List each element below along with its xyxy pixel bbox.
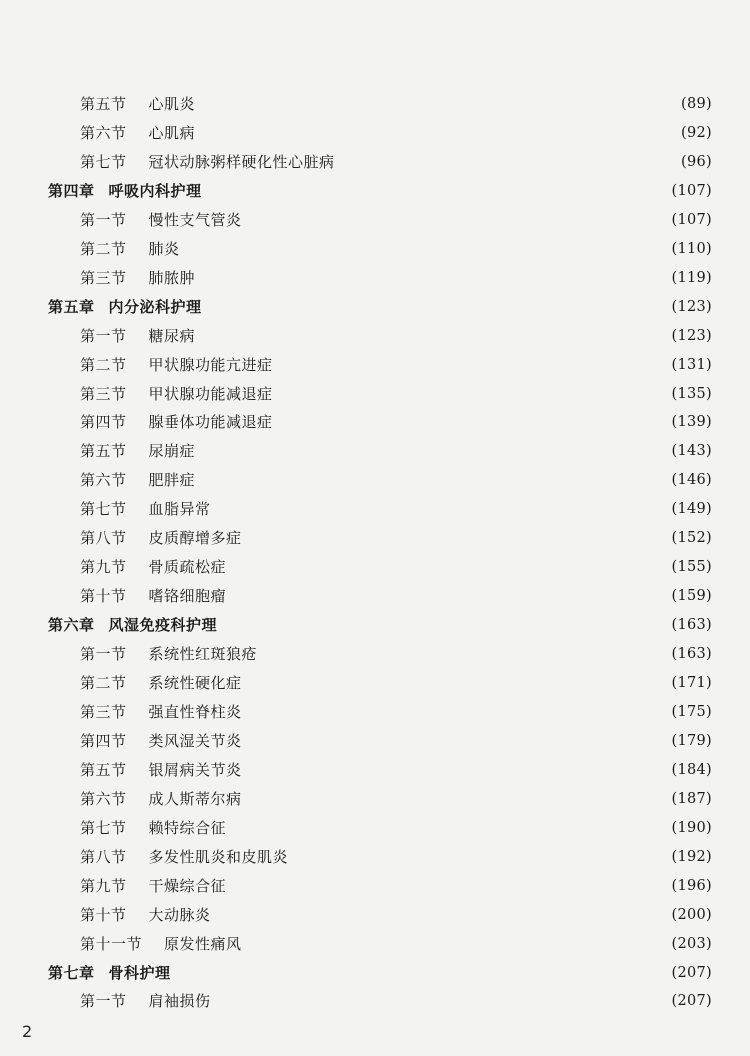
dot-leader bbox=[246, 756, 668, 784]
toc-section-entry bbox=[80, 90, 712, 118]
section-title: 系统性硬化症 bbox=[148, 674, 242, 692]
toc-page-number: (107) bbox=[671, 212, 712, 228]
toc-page-number: (139) bbox=[671, 414, 712, 430]
dot-leader bbox=[246, 698, 668, 726]
section-title: 原发性痛风 bbox=[164, 935, 242, 953]
chapter-title: 骨科护理 bbox=[108, 964, 171, 982]
dot-leader bbox=[199, 322, 667, 350]
dot-leader bbox=[261, 640, 667, 668]
dot-leader bbox=[221, 611, 667, 639]
toc-section-entry bbox=[80, 264, 712, 292]
dot-leader bbox=[292, 843, 667, 871]
section-title: 多发性肌炎和皮肌炎 bbox=[148, 848, 289, 866]
section-number: 第六节 bbox=[80, 124, 127, 142]
section-number: 第一节 bbox=[80, 211, 127, 229]
section-title: 成人斯蒂尔病 bbox=[148, 790, 242, 808]
toc-page-number: (135) bbox=[671, 386, 712, 402]
toc-section-entry bbox=[80, 582, 712, 610]
section-title: 强直性脊柱炎 bbox=[148, 703, 242, 721]
chapter-number: 第六章 bbox=[48, 616, 95, 634]
section-title: 心肌病 bbox=[148, 124, 196, 142]
dot-leader bbox=[206, 177, 668, 205]
toc-page-number: (123) bbox=[671, 299, 712, 315]
section-number: 第二节 bbox=[80, 674, 127, 692]
toc-page-number: (96) bbox=[681, 154, 712, 170]
toc-page-number: (203) bbox=[671, 936, 712, 952]
toc-section-entry bbox=[80, 380, 712, 408]
section-number: 第八节 bbox=[80, 848, 127, 866]
section-number: 第七节 bbox=[80, 500, 127, 518]
toc-page-number: (89) bbox=[681, 96, 712, 112]
dot-leader bbox=[215, 495, 668, 523]
section-number: 第五节 bbox=[80, 761, 127, 779]
section-number: 第八节 bbox=[80, 529, 127, 547]
chapter-number: 第五章 bbox=[48, 298, 95, 316]
dot-leader bbox=[199, 466, 667, 494]
toc-section-entry bbox=[80, 843, 712, 871]
toc-page-number: (200) bbox=[671, 907, 712, 923]
toc-section-entry bbox=[80, 698, 712, 726]
toc-section-entry bbox=[80, 495, 712, 523]
toc-section-entry bbox=[80, 351, 712, 379]
dot-leader bbox=[206, 293, 668, 321]
section-title: 肺炎 bbox=[148, 240, 180, 258]
section-number: 第一节 bbox=[80, 327, 127, 345]
toc-section-entry bbox=[80, 901, 712, 929]
toc-chapter-entry bbox=[48, 177, 712, 205]
section-number: 第四节 bbox=[80, 732, 127, 750]
toc-page-number: (207) bbox=[671, 993, 712, 1009]
toc-page-number: (131) bbox=[671, 357, 712, 373]
section-title: 赖特综合征 bbox=[148, 819, 227, 837]
toc-page-number: (119) bbox=[671, 270, 712, 286]
page-number: 2 bbox=[22, 1022, 33, 1041]
section-title: 腺垂体功能减退症 bbox=[148, 413, 273, 431]
dot-leader bbox=[199, 264, 667, 292]
toc-section-entry bbox=[80, 553, 712, 581]
toc-section-entry bbox=[80, 640, 712, 668]
toc-page-number: (92) bbox=[681, 125, 712, 141]
dot-leader bbox=[199, 437, 667, 465]
toc-section-entry bbox=[80, 206, 712, 234]
toc-page-number: (152) bbox=[671, 530, 712, 546]
section-title: 系统性红斑狼疮 bbox=[148, 645, 258, 663]
dot-leader bbox=[246, 930, 668, 958]
section-number: 第一节 bbox=[80, 645, 127, 663]
section-title: 甲状腺功能亢进症 bbox=[148, 356, 273, 374]
dot-leader bbox=[230, 553, 667, 581]
toc-page-number: (163) bbox=[671, 617, 712, 633]
section-title: 冠状动脉粥样硬化性心脏病 bbox=[148, 153, 335, 171]
toc-section-entry bbox=[80, 814, 712, 842]
section-title: 肥胖症 bbox=[148, 471, 196, 489]
dot-leader bbox=[175, 959, 668, 987]
section-title: 血脂异常 bbox=[148, 500, 211, 518]
section-number: 第九节 bbox=[80, 558, 127, 576]
toc-chapter-entry bbox=[48, 959, 712, 987]
toc-page-number: (159) bbox=[671, 588, 712, 604]
chapter-title: 内分泌科护理 bbox=[108, 298, 202, 316]
dot-leader bbox=[277, 408, 668, 436]
toc-page-number: (149) bbox=[671, 501, 712, 517]
section-title: 肺脓肿 bbox=[148, 269, 196, 287]
dot-leader bbox=[277, 380, 668, 408]
section-number: 第七节 bbox=[80, 819, 127, 837]
toc-section-entry bbox=[80, 872, 712, 900]
section-number: 第十一节 bbox=[80, 935, 143, 953]
toc-section-entry bbox=[80, 437, 712, 465]
toc-page-number: (146) bbox=[671, 472, 712, 488]
toc-page-number: (187) bbox=[671, 791, 712, 807]
section-number: 第六节 bbox=[80, 471, 127, 489]
toc-section-entry bbox=[80, 756, 712, 784]
dot-leader bbox=[246, 669, 668, 697]
toc-page-number: (184) bbox=[671, 762, 712, 778]
toc-section-entry bbox=[80, 524, 712, 552]
section-number: 第五节 bbox=[80, 442, 127, 460]
toc-section-entry bbox=[80, 148, 712, 176]
section-number: 第四节 bbox=[80, 413, 127, 431]
section-number: 第七节 bbox=[80, 153, 127, 171]
section-title: 尿崩症 bbox=[148, 442, 196, 460]
toc-page-number: (171) bbox=[671, 675, 712, 691]
section-number: 第十节 bbox=[80, 906, 127, 924]
dot-leader bbox=[230, 582, 667, 610]
section-title: 银屑病关节炎 bbox=[148, 761, 242, 779]
section-number: 第十节 bbox=[80, 587, 127, 605]
chapter-number: 第四章 bbox=[48, 182, 95, 200]
dot-leader bbox=[199, 90, 677, 118]
section-number: 第九节 bbox=[80, 877, 127, 895]
chapter-title: 风湿免疫科护理 bbox=[108, 616, 218, 634]
dot-leader bbox=[246, 524, 668, 552]
section-number: 第三节 bbox=[80, 269, 127, 287]
toc-page-number: (192) bbox=[671, 849, 712, 865]
toc-section-entry bbox=[80, 930, 712, 958]
toc-page-number: (110) bbox=[671, 241, 712, 257]
section-title: 嗜铬细胞瘤 bbox=[148, 587, 227, 605]
toc-section-entry bbox=[80, 466, 712, 494]
section-number: 第三节 bbox=[80, 385, 127, 403]
section-title: 类风湿关节炎 bbox=[148, 732, 242, 750]
dot-leader bbox=[277, 351, 668, 379]
section-title: 心肌炎 bbox=[148, 95, 196, 113]
toc-page-number: (123) bbox=[671, 328, 712, 344]
dot-leader bbox=[246, 785, 668, 813]
toc-section-entry bbox=[80, 669, 712, 697]
section-title: 干燥综合征 bbox=[148, 877, 227, 895]
dot-leader bbox=[246, 206, 668, 234]
section-number: 第二节 bbox=[80, 356, 127, 374]
chapter-title: 呼吸内科护理 bbox=[108, 182, 202, 200]
section-title: 甲状腺功能减退症 bbox=[148, 385, 273, 403]
toc-section-entry bbox=[80, 727, 712, 755]
section-title: 糖尿病 bbox=[148, 327, 196, 345]
toc-page-number: (196) bbox=[671, 878, 712, 894]
section-title: 皮质醇增多症 bbox=[148, 529, 242, 547]
toc-section-entry bbox=[80, 322, 712, 350]
toc-page-number: (163) bbox=[671, 646, 712, 662]
section-number: 第三节 bbox=[80, 703, 127, 721]
section-number: 第一节 bbox=[80, 992, 127, 1010]
dot-leader bbox=[246, 727, 668, 755]
chapter-number: 第七章 bbox=[48, 964, 95, 982]
dot-leader bbox=[215, 901, 668, 929]
toc-section-entry bbox=[80, 987, 712, 1015]
section-title: 肩袖损伤 bbox=[148, 992, 211, 1010]
toc-section-entry bbox=[80, 235, 712, 263]
toc-section-entry bbox=[80, 408, 712, 436]
toc-page-number: (107) bbox=[671, 183, 712, 199]
dot-leader bbox=[230, 814, 667, 842]
section-title: 慢性支气管炎 bbox=[148, 211, 242, 229]
section-number: 第二节 bbox=[80, 240, 127, 258]
toc-chapter-entry bbox=[48, 611, 712, 639]
toc-page-number: (190) bbox=[671, 820, 712, 836]
toc-page-number: (207) bbox=[671, 965, 712, 981]
dot-leader bbox=[339, 148, 678, 176]
section-number: 第五节 bbox=[80, 95, 127, 113]
toc-page-number: (155) bbox=[671, 559, 712, 575]
section-title: 骨质疏松症 bbox=[148, 558, 227, 576]
dot-leader bbox=[230, 872, 667, 900]
toc-section-entry bbox=[80, 785, 712, 813]
toc-page-number: (179) bbox=[671, 733, 712, 749]
dot-leader bbox=[199, 119, 677, 147]
dot-leader bbox=[184, 235, 668, 263]
toc-chapter-entry bbox=[48, 293, 712, 321]
section-title: 大动脉炎 bbox=[148, 906, 211, 924]
section-number: 第六节 bbox=[80, 790, 127, 808]
toc-page-number: (175) bbox=[671, 704, 712, 720]
dot-leader bbox=[215, 987, 668, 1015]
toc-section-entry bbox=[80, 119, 712, 147]
toc-page-number: (143) bbox=[671, 443, 712, 459]
